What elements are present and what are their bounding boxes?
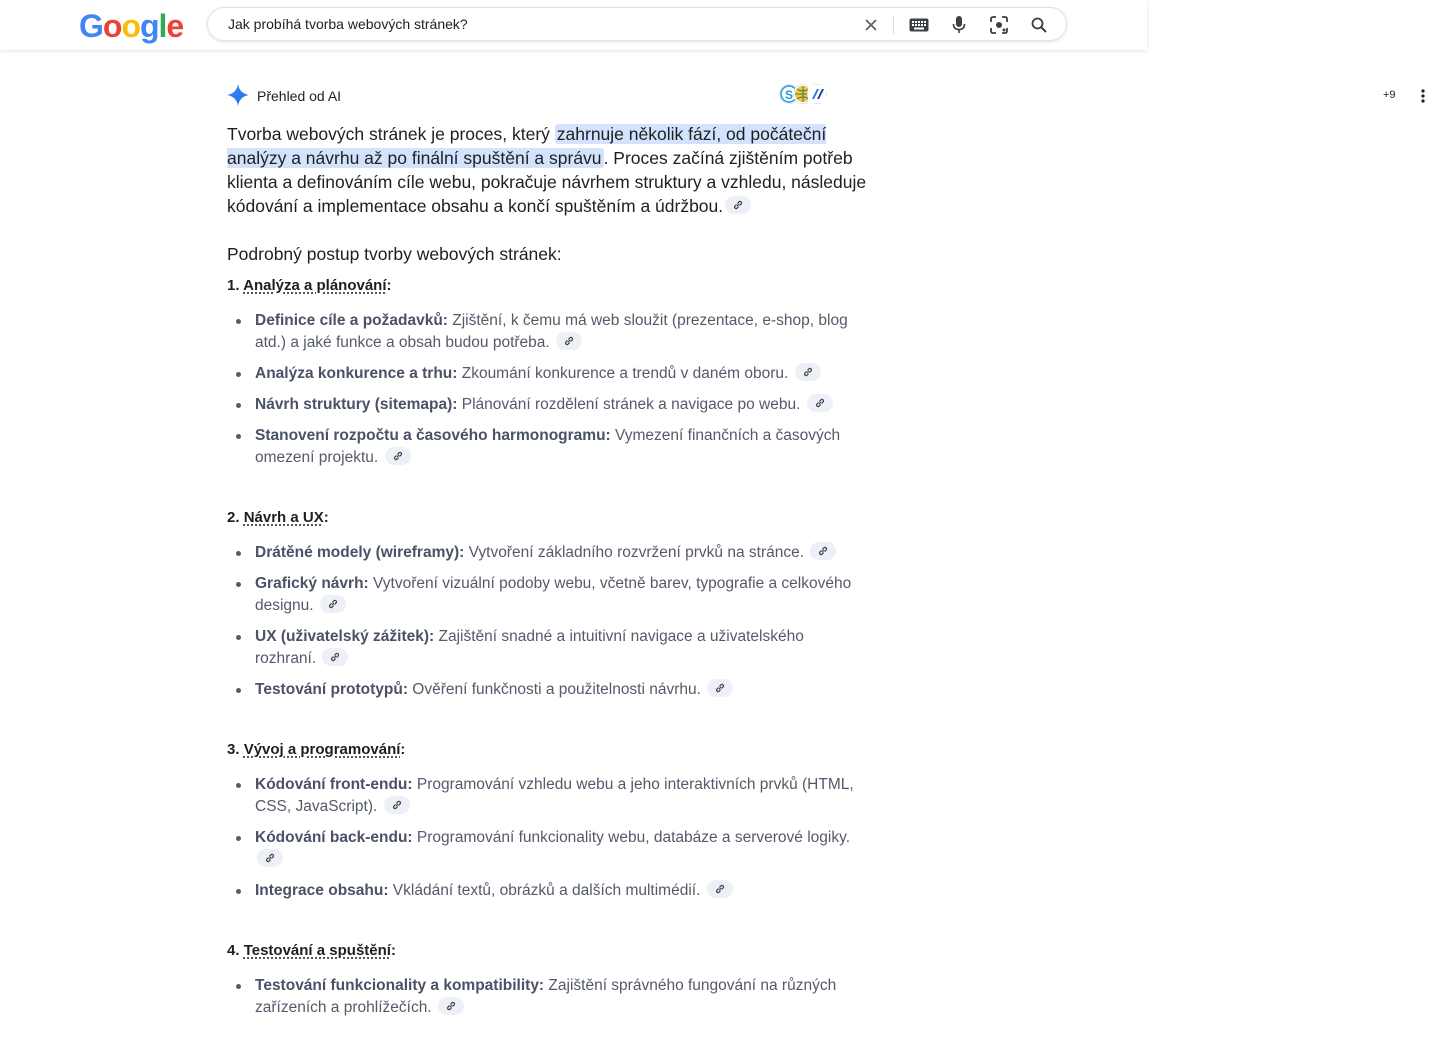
- section-number: 4.: [227, 942, 244, 959]
- list-item-term: Drátěné modely (wireframy):: [255, 544, 465, 561]
- source-link-chip[interactable]: [707, 679, 733, 697]
- source-link-chip[interactable]: [810, 542, 836, 560]
- list-item-term: Testování funkcionality a kompatibility:: [255, 977, 545, 994]
- list-item: [255, 425, 867, 469]
- list-item-text: Zkoumání konkurence a trendů v daném oboru.: [457, 365, 793, 382]
- ai-intro-paragraph: [227, 122, 867, 218]
- list-item-term: Definice cíle a požadavků:: [255, 312, 448, 329]
- source-link-chip[interactable]: [707, 880, 733, 898]
- list-item-term: Kódování front-endu:: [255, 776, 413, 793]
- list-item: [255, 975, 867, 1019]
- list-item: [255, 679, 867, 701]
- list-item: [255, 827, 867, 871]
- source-link-chip[interactable]: [384, 796, 410, 814]
- section-colon: :: [323, 509, 329, 526]
- source-link-chip[interactable]: [725, 196, 751, 214]
- list-item: [255, 626, 867, 670]
- source-link-chip[interactable]: [807, 394, 833, 412]
- section-list: [227, 975, 867, 1019]
- section-number: 2.: [227, 509, 244, 526]
- intro-text: Tvorba webových stránek je proces, který: [227, 124, 555, 144]
- section-heading: [227, 941, 867, 961]
- list-item-text: Zajištění správného fungování na různých zařízeních a prohlížečích.: [255, 977, 837, 1016]
- sources-more-count: +9: [1383, 89, 1396, 101]
- list-item-term: Kódování back-endu:: [255, 829, 413, 846]
- section-heading: [227, 508, 867, 528]
- section-gap: [227, 911, 867, 931]
- source-link-chip[interactable]: [556, 332, 582, 350]
- intro-highlight[interactable]: zahrnuje několik fází, od počáteční analýzy a návrhu až po finální spuštění a správu: [227, 124, 827, 168]
- clear-icon[interactable]: [860, 14, 882, 36]
- ai-sparkle-icon: [227, 84, 249, 106]
- section-title[interactable]: Návrh a UX: [243, 509, 324, 526]
- list-item: [255, 774, 867, 818]
- source-favicon: [807, 84, 827, 104]
- lens-icon[interactable]: [988, 14, 1010, 36]
- list-item: [255, 310, 867, 354]
- section-list: [227, 774, 867, 902]
- google-logo[interactable]: [79, 8, 183, 45]
- list-item-term: Testování prototypů:: [255, 681, 408, 698]
- list-item-text: Vymezení finančních a časových omezení projektu.: [255, 427, 841, 466]
- list-item-text: Vytvoření vizuální podoby webu, včetně barev, typografie a celkového designu.: [255, 575, 852, 614]
- logo-letter: e: [166, 8, 184, 44]
- section-heading: [227, 276, 867, 296]
- sections-container: [227, 276, 867, 1019]
- list-item-term: Integrace obsahu:: [255, 882, 389, 899]
- list-item: [255, 363, 867, 385]
- mic-icon[interactable]: [948, 14, 970, 36]
- list-item-term: Stanovení rozpočtu a časového harmonogramu:: [255, 427, 611, 444]
- source-link-chip[interactable]: [257, 849, 283, 867]
- search-box[interactable]: [207, 7, 1067, 41]
- top-bar: [0, 0, 1147, 50]
- logo-letter: G: [79, 8, 103, 44]
- ai-overview-header: [227, 83, 1396, 109]
- section-colon: :: [386, 277, 392, 294]
- search-icon[interactable]: [1028, 14, 1050, 36]
- section-title[interactable]: Vývoj a programování: [243, 741, 401, 758]
- source-link-chip[interactable]: [795, 363, 821, 381]
- section-colon: :: [400, 741, 406, 758]
- source-link-chip[interactable]: [322, 648, 348, 666]
- svg-text:S: S: [785, 88, 794, 102]
- section-list: [227, 542, 867, 701]
- source-link-chip[interactable]: [320, 595, 346, 613]
- logo-letter: o: [121, 8, 140, 44]
- list-item-text: Plánování rozdělení stránek a navigace po webu.: [457, 396, 805, 413]
- keyboard-icon[interactable]: [908, 14, 930, 36]
- list-item-text: Programování vzhledu webu a jeho interaktivních prvků (HTML, CSS, JavaScript).: [255, 776, 854, 815]
- section-gap: [227, 710, 867, 730]
- section-title[interactable]: Analýza a plánování: [243, 277, 387, 294]
- section-heading: [227, 740, 867, 760]
- logo-letter: l: [158, 8, 167, 44]
- logo-letter: o: [102, 8, 122, 44]
- section-colon: :: [390, 942, 396, 959]
- search-divider: [893, 16, 894, 34]
- list-item: [255, 394, 867, 416]
- list-item-text: Zjištění, k čemu má web sloužit (prezentace, e-shop, blog atd.) a jaké funkce a obsah budou potřeba.: [255, 312, 848, 351]
- ai-overview-content: [227, 122, 867, 1028]
- search-input[interactable]: [228, 8, 828, 40]
- list-item-text: Vytvoření základního rozvržení prvků na stránce.: [464, 544, 809, 561]
- list-item-term: Návrh struktury (sitemapa):: [255, 396, 458, 413]
- section-gap: [227, 478, 867, 498]
- section-number: 1.: [227, 277, 244, 294]
- intro-text: . Proces začíná zjištěním potřeb klienta a definováním cíle webu, pokračuje návrhem struktury a vzhledu, následuje kódování a implementace obsahu a končí spuštěním a údržbou.: [227, 148, 867, 216]
- section-number: 3.: [227, 741, 244, 758]
- ai-overview-title: Přehled od AI: [257, 88, 342, 104]
- section-title[interactable]: Testování a spuštění: [243, 942, 391, 959]
- list-item-term: UX (uživatelský zážitek):: [255, 628, 435, 645]
- list-item-text: Programování funkcionality webu, databáze a serverové logiky.: [412, 829, 850, 846]
- list-item: [255, 880, 867, 902]
- list-item: [255, 573, 867, 617]
- source-link-chip[interactable]: [385, 447, 411, 465]
- source-link-chip[interactable]: [438, 997, 464, 1015]
- list-item: [255, 542, 867, 564]
- list-item-term: Analýza konkurence a trhu:: [255, 365, 458, 382]
- logo-letter: g: [139, 8, 159, 44]
- list-item-term: Grafický návrh:: [255, 575, 369, 592]
- more-options-icon[interactable]: [1415, 87, 1431, 105]
- list-item-text: Ověření funkčnosti a použitelnosti návrhu.: [408, 681, 706, 698]
- section-list: [227, 310, 867, 469]
- list-item-text: Zajištění snadné a intuitivní navigace a uživatelského rozhraní.: [255, 628, 804, 667]
- list-item-text: Vkládání textů, obrázků a dalších multimédií.: [388, 882, 705, 899]
- ai-subheading: Podrobný postup tvorby webových stránek:: [227, 244, 562, 264]
